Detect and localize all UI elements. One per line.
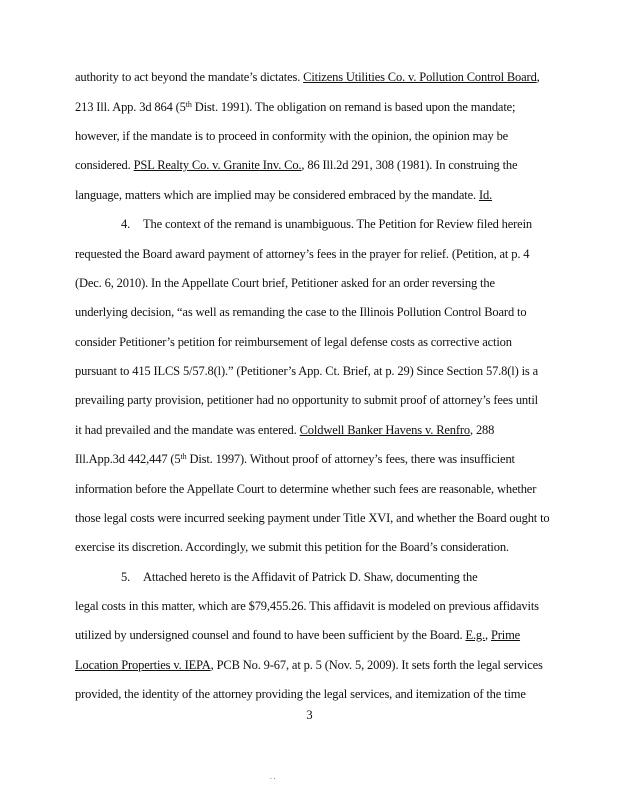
text-line: however, if the mandate is to proceed in conformity with the opinion, the opinion may be [75, 129, 509, 143]
case-citation: E.g. [465, 628, 485, 642]
text-line: exercise its discretion. Accordingly, we submit this petition for the Board’s consideration. [75, 540, 509, 554]
text-line: 213 Ill. App. 3d 864 (5th Dist. 1991). The obligation on remand is based upon the mandate; [75, 100, 516, 114]
text-line: Ill.App.3d 442,447 (5th Dist. 1997). Without proof of attorney’s fees, there was insufficient [75, 452, 515, 466]
page-number: 3 [306, 708, 313, 722]
paragraph-number: 4. [121, 217, 131, 231]
scan-speck: . . [270, 773, 276, 781]
paragraph-number: 5. [121, 570, 131, 584]
text-line: underlying decision, “as well as remanding the case to the Illinois Pollution Control Board to [75, 305, 527, 319]
text-line: pursuant to 415 ILCS 5/57.8(l).” (Petitioner’s App. Ct. Brief, at p. 29) Since Section 57.8(l) is a [75, 364, 538, 378]
paragraph-5-first-line: 5. Attached hereto is the Affidavit of Patrick D. Shaw, documenting the [75, 570, 478, 585]
case-citation: Id. [478, 188, 493, 202]
text-line: (Dec. 6, 2010). In the Appellate Court brief, Petitioner asked for an order reversing the [75, 276, 495, 290]
text-line: considered. PSL Realty Co. v. Granite Inv. Co., 86 Ill.2d 291, 308 (1981). In construing the [75, 158, 518, 172]
text-line: legal costs in this matter, which are $79,455.26. This affidavit is modeled on previous affidavits [75, 599, 539, 613]
text-line: consider Petitioner’s petition for reimbursement of legal defense costs as corrective action [75, 335, 512, 349]
text-line: it had prevailed and the mandate was entered. Coldwell Banker Havens v. Renfro, 288 [75, 423, 495, 437]
text-line: requested the Board award payment of attorney’s fees in the prayer for relief. (Petition, at p. 4 [75, 247, 530, 261]
text-line: utilized by undersigned counsel and found to have been sufficient by the Board. E.g., Prime [75, 628, 521, 642]
case-citation: Prime [490, 628, 521, 642]
text-line: Location Properties v. IEPA, PCB No. 9-67, at p. 5 (Nov. 5, 2009). It sets forth the legal services [75, 658, 543, 672]
text-line: language, matters which are implied may be considered embraced by the mandate. Id. [75, 188, 493, 202]
case-citation: PSL Realty Co. v. Granite Inv. Co. [133, 158, 302, 172]
text-line: those legal costs were incurred seeking payment under Title XVI, and whether the Board ought to [75, 511, 550, 525]
text-line: information before the Appellate Court to determine whether such fees are reasonable, whether [75, 482, 537, 496]
text-line: prevailing party provision, petitioner had no opportunity to submit proof of attorney’s fees until [75, 393, 538, 407]
paragraph-4-first-line: 4. The context of the remand is unambiguous. The Petition for Review filed herein [75, 217, 532, 232]
case-citation: Citizens Utilities Co. v. Pollution Control Board [303, 70, 537, 84]
text-line: provided, the identity of the attorney providing the legal services, and itemization of the time [75, 687, 526, 701]
case-citation: Coldwell Banker Havens v. Renfro [299, 423, 470, 437]
case-citation: Location Properties v. IEPA [75, 658, 211, 672]
text-line: authority to act beyond the mandate’s dictates. Citizens Utilities Co. v. Pollution Control Board, [75, 70, 540, 84]
